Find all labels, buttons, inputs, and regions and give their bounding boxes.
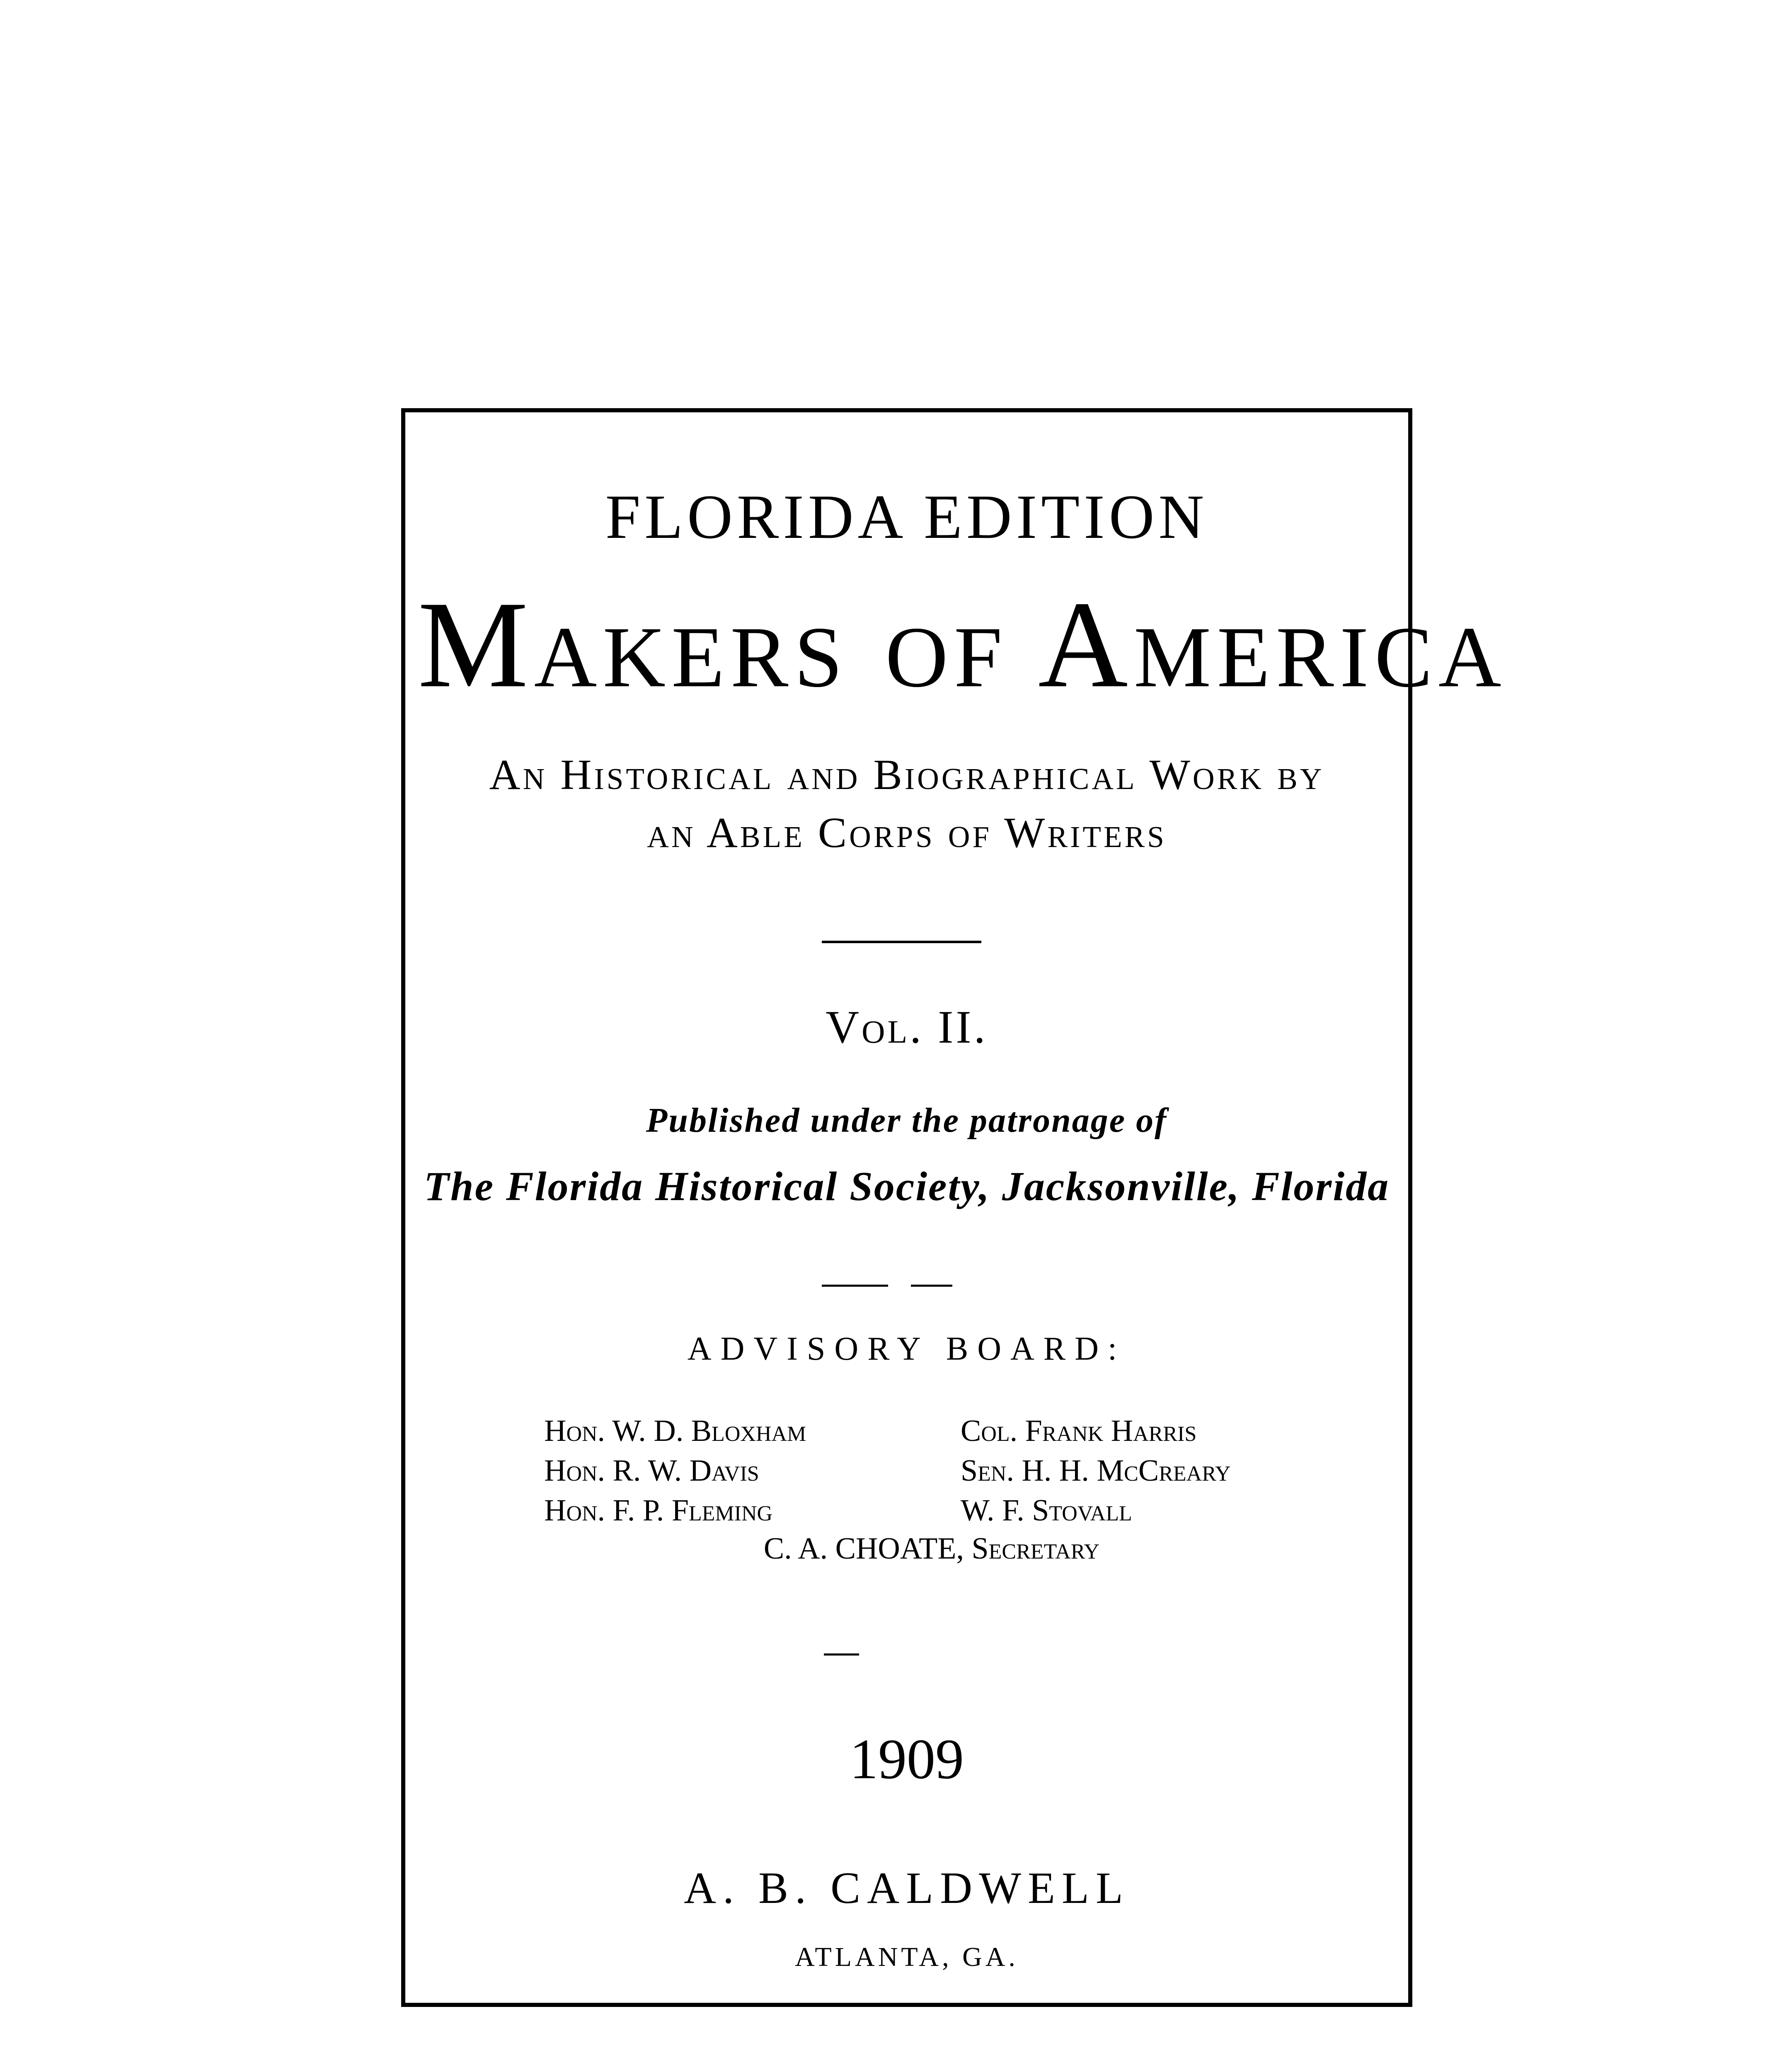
advisory-members-left: [544, 1411, 806, 1530]
advisory-member: Col. Frank Harris: [961, 1414, 1197, 1448]
advisory-member: Hon. W. D. Bloxham: [544, 1414, 806, 1448]
society-line: The Florida Historical Society, Jacksonville, Florida: [424, 1163, 1390, 1209]
divider-rule-tiny: [824, 1653, 859, 1656]
divider-rule: [822, 941, 981, 943]
patronage-line: Published under the patronage of: [646, 1101, 1168, 1140]
divider-rule-short: [911, 1285, 952, 1287]
volume-label: Vol. II.: [826, 1002, 988, 1053]
divider-rule-short: [822, 1285, 888, 1287]
advisory-member: Hon. F. P. Fleming: [544, 1493, 773, 1527]
publication-year: 1909: [850, 1727, 964, 1791]
main-title: Makers of America: [418, 576, 1507, 713]
advisory-member: Sen. H. H. McCreary: [961, 1454, 1231, 1488]
title-page-border: [401, 408, 1507, 2007]
publisher-city: ATLANTA, GA.: [795, 1942, 1019, 1972]
advisory-member: Hon. R. W. Davis: [544, 1454, 759, 1488]
advisory-board-heading: ADVISORY BOARD:: [687, 1331, 1126, 1367]
subtitle-line-1: An Historical and Biographical Work by: [489, 751, 1324, 799]
advisory-members-right: [961, 1411, 1231, 1530]
advisory-secretary: C. A. CHOATE, Secretary: [763, 1532, 1100, 1566]
subtitle-line-2: an Able Corps of Writers: [647, 809, 1167, 857]
edition-heading: FLORIDA EDITION: [605, 482, 1208, 552]
publisher-name: A. B. CALDWELL: [684, 1864, 1130, 1913]
advisory-member: W. F. Stovall: [961, 1493, 1132, 1527]
